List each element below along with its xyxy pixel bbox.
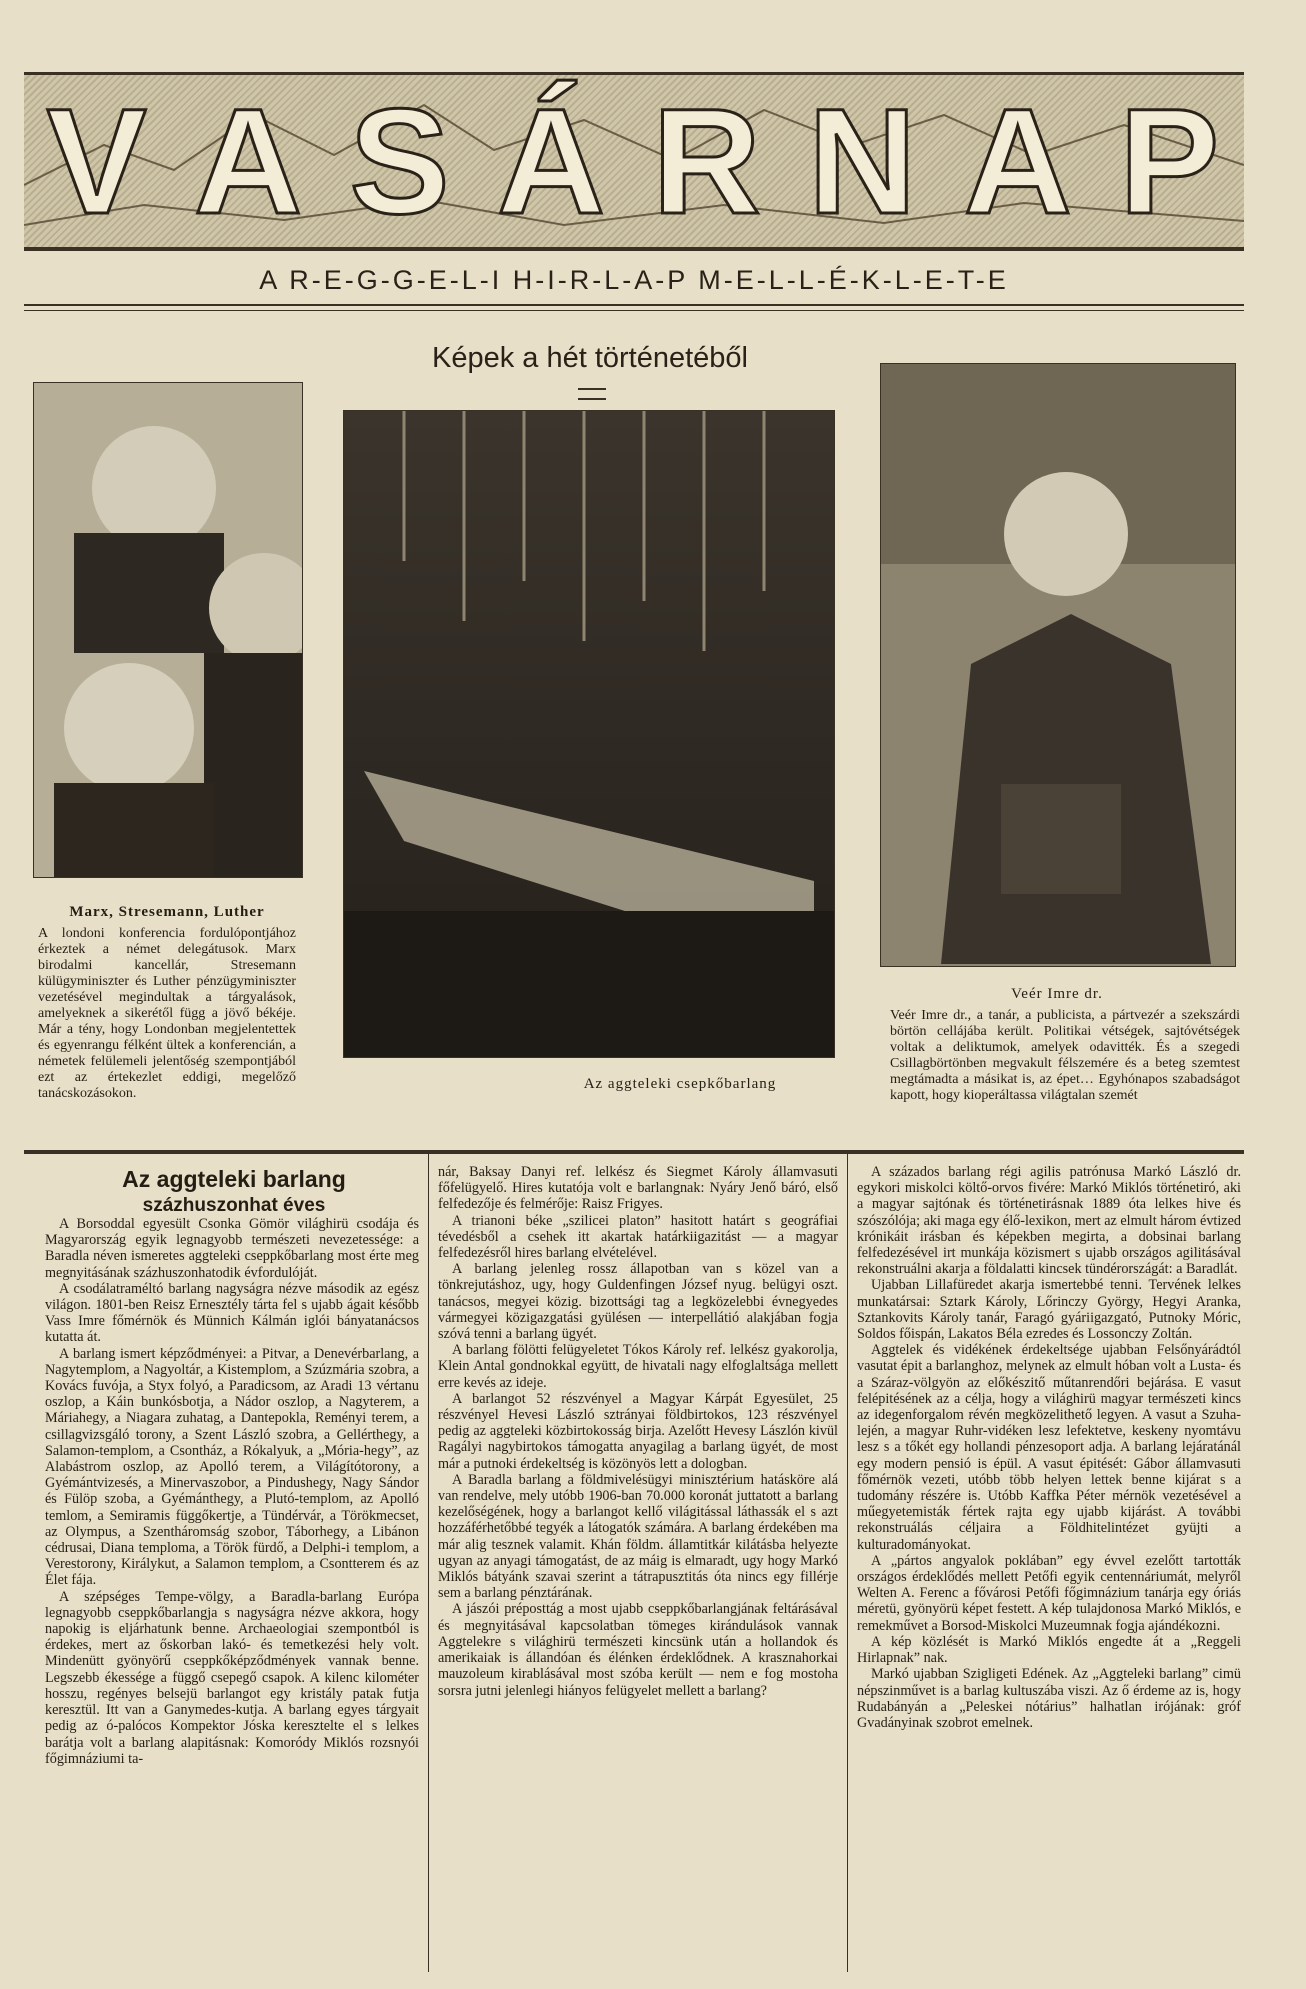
masthead-letter: S — [349, 76, 452, 245]
paragraph: Aggtelek és vidékének érdekeltsége ujabban Felsőnyárádtól vasutat épit a barlanghoz, melynek az elmult hóban volt a Lusta- és a Száraz-völgyön az előkészitő műtanrendőri bejárása. E vasut felépitésének az a célja, hogy a világhirü magyar természeti kincs az idegenforgalom révén megközelithető legyen. A vasut a Szuha-lején, a magyar Ruhr-vidéken lesz lefektetve, keskeny nyomtávu lesz s a tőkét egy hollandi pénzesoport adja. A barlang lejáratánál egy modern pensió is épül. A vasut épitését: Gábor államvasuti főmérnök vezeti, utóbb több helyen lettek benne kijárat s a tudomány részére is. Utóbb Kaffka Péter mérnök vezetésével a műegyetemisták fértek rajta egy ujabb kijárást. A további rekonstruálás céljaira a Földhitelintézet gyüjti a kulturadományokat. — [857, 1342, 1241, 1553]
paragraph: A jászói préposttág a most ujabb cseppkőbarlangjának feltárásával és megnyitásával kapcsolatban tömeges kirándulások vannak Aggtelekre s világhirü természeti kincsünk után a hollandok és amerikaiak is állandóan és élénken érdeklődnek. A krasznahorkai mauzoleum kirablásával most szóba került — nem e fog mostoha sorsra jutni jelenlegi hiányos felügyelet mellett a barlang? — [438, 1601, 838, 1699]
photo-caption-text: A londoni konferencia fordulópontjához érkeztek a német delegátusok. Marx birodalmi kancellár, Stresemann külügyminiszter és Luther pénzügyminiszter vezetésével megindultak a tárgyalások, amelyeknek a sikerétől függ a jövő békéje. Már a tény, hogy Londonban megjelentettek és egyenrangu félként ültek a konferencián, a németek felülemeli jelentőség szempontjából ezt az értekezlet eddigi, megelőző tanácskozásokon. — [38, 926, 296, 1101]
masthead — [24, 72, 1244, 251]
divider — [24, 1150, 1244, 1154]
masthead-subtitle: A R-E-G-G-E-L-I H-I-R-L-A-P M-E-L-L-É-K-L-E-T-E — [259, 265, 1009, 295]
paragraph: A „pártos angyalok poklában” egy évvel ezelőtt tartották országos érdeklődés mellett Petőfi egyik centennáriumát, melyről Welten A. Ferenc a fővárosi Petőfi főgimnázium tanárja egy óriás méretü, gyönyörü képet festett. A kép tulajdonosa Markó Miklós, e remekművet a Borsod-Miskolci Muzeumnak fogja ajándékozni. — [857, 1552, 1241, 1634]
divider — [24, 310, 1244, 311]
photo-heading: Marx, Stresemann, Luther — [69, 904, 265, 920]
photo-image — [34, 383, 302, 877]
article-column-3 — [857, 1164, 1241, 1731]
masthead-title — [24, 76, 1244, 245]
article-title — [48, 1166, 420, 1217]
masthead-letter: A — [963, 76, 1074, 245]
photo-caption: Az aggteleki csepkőbarlang — [583, 1076, 777, 1092]
photo-caption-text: Veér Imre dr., a tanár, a publicista, a pártvezér a szekszárdi börtön cellájába került. Politikai vétségek, sajtóvétségek voltak a deliktumok, amelyek odavitték. És a szegedi Csillagbörtönben megvakult félszemére és a beteg szemtest megtámadta a másikat is, az épet… Egyhónapos szabadságot kapott, hogy kioperáltassa világtalan szemét — [890, 1008, 1240, 1103]
paragraph: A barlang jelenleg rossz állapotban van s közel van a tönkrejutáshoz, ugy, hogy Guldenfingen József nyug. belügyi oszt. tanácsos, megyei közig. bizottsági tag a legközelebbi évnegyedes vármegyei közigazgatási gyülésen — interpellátió alakjában fogja szóvá tenni a barlang ügyét. — [438, 1261, 838, 1343]
divider — [24, 304, 1244, 306]
photo-heading: Veér Imre dr. — [1011, 986, 1103, 1002]
paragraph: A trianoni béke „szilicei platon” hasitott határt s geográfiai tévedésből a csehek itt akartak határkiigazitást — a magyar felfedezésről hires barlang elvételével. — [438, 1212, 838, 1262]
ornament — [578, 388, 606, 400]
paragraph: Ujabban Lillafüredet akarja ismertebbé tenni. Tervének lelkes munkatársai: Sztark Károly, Lőrinczy György, Hegyi Aranka, Sztankovits Károly tanár, Faragó gyáriigazgató, Putnoky Móric, Soldos főispán, Lakatos Béla ezredes és Lossonczy Zoltán. — [857, 1277, 1241, 1343]
masthead-letter: A — [193, 76, 305, 245]
paragraph: A Baradla barlang a földmivelésügyi minisztérium hatásköre alá van rendelve, mely utóbb 1906-ban 70.000 koronát juttatott a barlang kezelőségének, hogy a barlangot kellő világitással láthassák el s azt hozzáférhetőbbé tegyék a látogatók számára. A barlang érdekében ma már alig tesznek valamit. Khán földm. államtitkár kilátásba helyezte ugyan az anyagi támogatást, de az máig is elmaradt, ugy hogy Markó Miklós bátyánk szavai szerint a tátrapusztitás óta nincs egy fillérje sem a barlang pénztárának. — [438, 1471, 838, 1602]
article-headline: Az aggteleki barlang — [122, 1166, 346, 1192]
paragraph: A Borsoddal egyesült Csonka Gömör világhirü csodája és Magyarország egyik legnagyobb természeti nevezetessége: a Baradla néven ismeretes aggteleki cseppkőbarlang most érte meg megnyitásának százhuszonhatodik évfordulóját. — [45, 1216, 419, 1281]
section-title: Képek a hét történetéből — [431, 342, 748, 374]
paragraph: Markó ujabban Szigligeti Edének. Az „Aggteleki barlang” cimü népszinművet is a barlag kultuszába viszi. Az ő érdeme az is, hogy Rudabányán a „Peleskei nótárius” halhatlan irójának: gróf Gvadányinak szobrot emelnek. — [857, 1666, 1241, 1731]
masthead-letter: V — [46, 76, 149, 245]
paragraph: A szépséges Tempe-völgy, a Baradla-barlang Európa legnagyobb cseppkőbarlangja s nagyságra nézve akkora, hogy napokig is eljárhatunk benne. Archaeologiai szempontból is érdekes, mert az őskorban lakó- és temetkezési hely volt. Mindenütt gyönyörű cseppkőképződmények vannak benne. Legszebb ékessége a függő csepegő csapok. A kilenc kilométer hosszu, regényes belsejü barlangot egy kristály patak futja keresztül. Itt van a Ganymedes-kutja. A barlang egyes tárgyait pedig az ó-palócos Kompektor Jóska keresztelte el s lelkes barátja volt a barlang alapitásnak: Komoródy Miklós rozsnyói főgimnáziumi ta- — [45, 1588, 419, 1767]
paragraph: A barlang fölötti felügyeletet Tókos Károly ref. lelkész gyakorolja, Klein Antal gondnokkal együtt, de hivatali nagy elfoglaltsága mellett erre kevés az ideje. — [438, 1342, 838, 1391]
cave-photo — [343, 410, 835, 1058]
column-divider — [428, 1152, 429, 1972]
paragraph: A barlang ismert képződményei: a Pitvar, a Denevérbarlang, a Nagytemplom, a Nagyoltár, a Kistemplom, a Szúzmária szobra, a Kovács fuvója, a Styx folyó, a Paradicsom, az Aradi 13 vértanu oszlop, a Káin bunkósbotja, a Nádor oszlop, a Nagyterem, a Máriahegy, a Niagara zuhatag, a Dantepokla, Reményi terem, a csillagvizsgáló torony, a Szent László szobra, a Gellérthegy, a Salamon-templom, a Csontház, a Rókalyuk, a „Mória-hegy”, az Alabástrom oszlop, az Apolló terem, a Világítótorony, a Gyémántvizesés, a Minervaszobor, a Pindushegy, Nagy Sándor és Fülöp szoba, a Gyémánthegy, a Plutó-templom, az Apolló temlom, a Semiramis függőkertje, a Tündérvár, a Törökmecset, az Olympus, a Szentháromság szobor, Táborhegy, a Libánon cédrusai, Diana temploma, a Török fürdő, a Delphi-i templom, a Verestorony, Királykut, a Salamon templom, a Csontterem és az Élet fája. — [45, 1345, 419, 1589]
article-subheadline: százhuszonhat éves — [142, 1195, 326, 1216]
masthead-letter: Á — [496, 76, 608, 245]
paragraph: A barlangot 52 részvényel a Magyar Kárpát Egyesület, 25 részvényel Hevesi László sztrányai földbirtokos, 123 részvényel pedig az aggteleki közbirtokosság birja. Azelőtt Hevesy Lászlón kivül Ragályi nagybirtokos támogatta anyagilag a barlang ügyét, de most már a putnoki érdekeltség is közönyös lett a dologban. — [438, 1390, 838, 1472]
masthead-letter: P — [1119, 76, 1222, 245]
photo-image — [344, 411, 834, 1057]
masthead-letter: R — [652, 76, 763, 245]
paragraph: nár, Baksay Danyi ref. lelkész és Siegmet Károly államvasuti főfelügyelő. Hires kutatója volt e barlangnak: Nyáry Jenő báró, első felfedezője és felmérője: Raisz Frigyes. — [438, 1164, 838, 1213]
article-column-2 — [438, 1164, 838, 1699]
portrait-photo-marx-stresemann-luther — [33, 382, 303, 878]
article-column-1 — [45, 1216, 419, 1767]
masthead-letter: N — [808, 76, 919, 245]
paragraph: A csodálatraméltó barlang nagyságra nézve második az egész világon. 1801-ben Reisz Ernesztély tárta fel s ujabb ágait később Vass Imre főmérnök és Münnich Kálmán iglói bányatanácsos kutatta át. — [45, 1280, 419, 1346]
column-divider — [847, 1152, 848, 1972]
paragraph: A százados barlang régi agilis patrónusa Markó László dr. egykori miskolci költő-orvos fivére: Markó Miklós történetiró, aki a magyar sajtónak és történetirásnak 1889 óta lelkes hive és szószólója; aki maga egy élő-lexikon, mert az elmult három évtized krónikáit irásban és képekben megirta, a dobsinai barlang felfedezésével irt munkája közismert s ujabb országos agilitásával rekonstruálni akarja a földalatti kincsek tündérországát: a Baradlát. — [857, 1164, 1241, 1278]
portrait-photo-veer-imre — [880, 363, 1236, 967]
paragraph: A kép közlését is Markó Miklós engedte át a „Reggeli Hirlapnak” nak. — [857, 1633, 1241, 1667]
photo-image — [881, 364, 1235, 966]
